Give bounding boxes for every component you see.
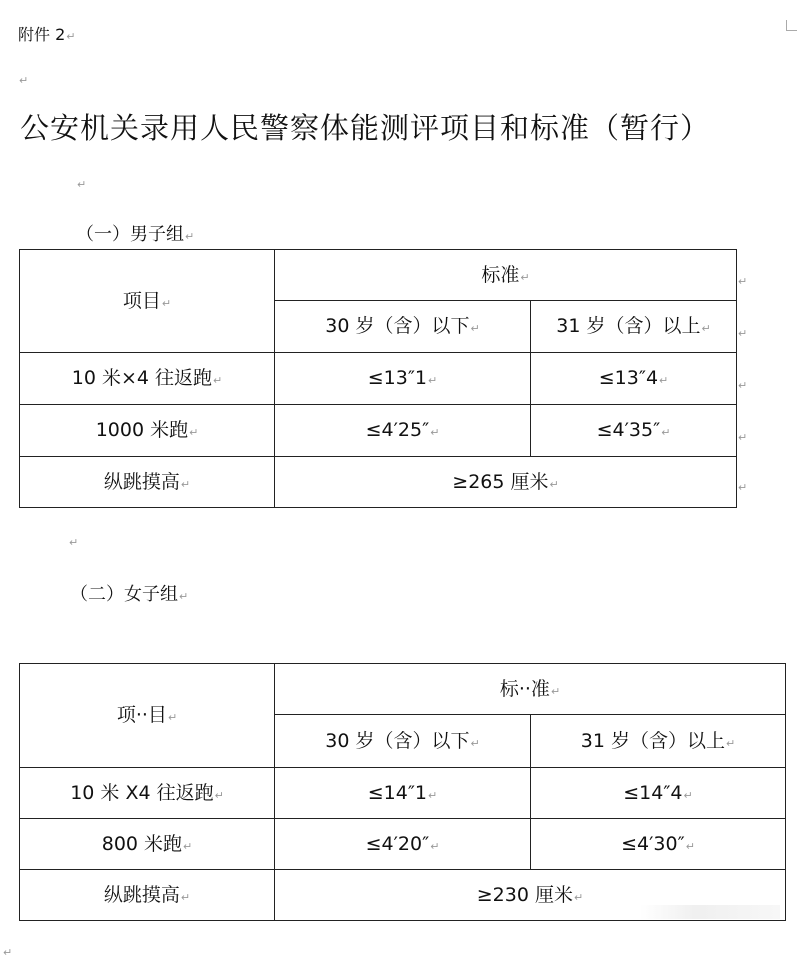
header-under30-cell: 30 岁（含）以下↵	[275, 715, 531, 768]
female-standards-table	[19, 663, 786, 921]
item-cell: 纵跳摸高↵	[20, 870, 275, 921]
item-cell: 10 米×4 往返跑↵	[20, 353, 275, 405]
table-row	[20, 405, 737, 457]
watermark-fade	[640, 905, 780, 919]
attachment-label: 附件 2↵	[18, 25, 76, 44]
over31-cell: ≤14″4↵	[531, 768, 786, 819]
header-standard-cell: 标··准↵	[275, 664, 786, 715]
paragraph-mark: ↵	[77, 178, 87, 191]
under30-cell: ≤4′20″↵	[275, 819, 531, 870]
header-standard-cell: 标准↵	[275, 250, 737, 301]
document-title: 公安机关录用人民警察体能测评项目和标准（暂行）	[20, 111, 711, 145]
item-cell: 800 米跑↵	[20, 819, 275, 870]
header-item-cell: 项目↵	[20, 250, 275, 353]
under30-cell: ≤13″1↵	[275, 353, 531, 405]
over31-cell: ≤13″4↵	[531, 353, 737, 405]
page-corner-top-right	[786, 20, 797, 31]
item-cell: 10 米 X4 往返跑↵	[20, 768, 275, 819]
table-row	[20, 819, 786, 870]
header-under30-cell: 30 岁（含）以下↵	[275, 301, 531, 353]
jump-standard-cell: ≥265 厘米↵	[275, 457, 737, 508]
paragraph-mark: ↵	[19, 74, 29, 87]
header-over31-cell: 31 岁（含）以上↵	[531, 715, 786, 768]
over31-cell: ≤4′30″↵	[531, 819, 786, 870]
male-standards-table	[19, 249, 737, 508]
table-row	[20, 353, 737, 405]
header-over31-cell: 31 岁（含）以上↵	[531, 301, 737, 353]
jump-standard-cell: ≥230 厘米↵	[275, 870, 786, 921]
table-row	[20, 457, 737, 508]
paragraph-mark: ↵	[3, 946, 13, 959]
item-cell: 纵跳摸高↵	[20, 457, 275, 508]
male-section-heading: （一）男子组↵	[76, 224, 195, 245]
table-row	[20, 768, 786, 819]
over31-cell: ≤4′35″↵	[531, 405, 737, 457]
paragraph-mark: ↵	[69, 536, 79, 549]
female-section-heading: （二）女子组↵	[70, 584, 189, 605]
header-item-cell: 项··目↵	[20, 664, 275, 768]
under30-cell: ≤4′25″↵	[275, 405, 531, 457]
under30-cell: ≤14″1↵	[275, 768, 531, 819]
item-cell: 1000 米跑↵	[20, 405, 275, 457]
